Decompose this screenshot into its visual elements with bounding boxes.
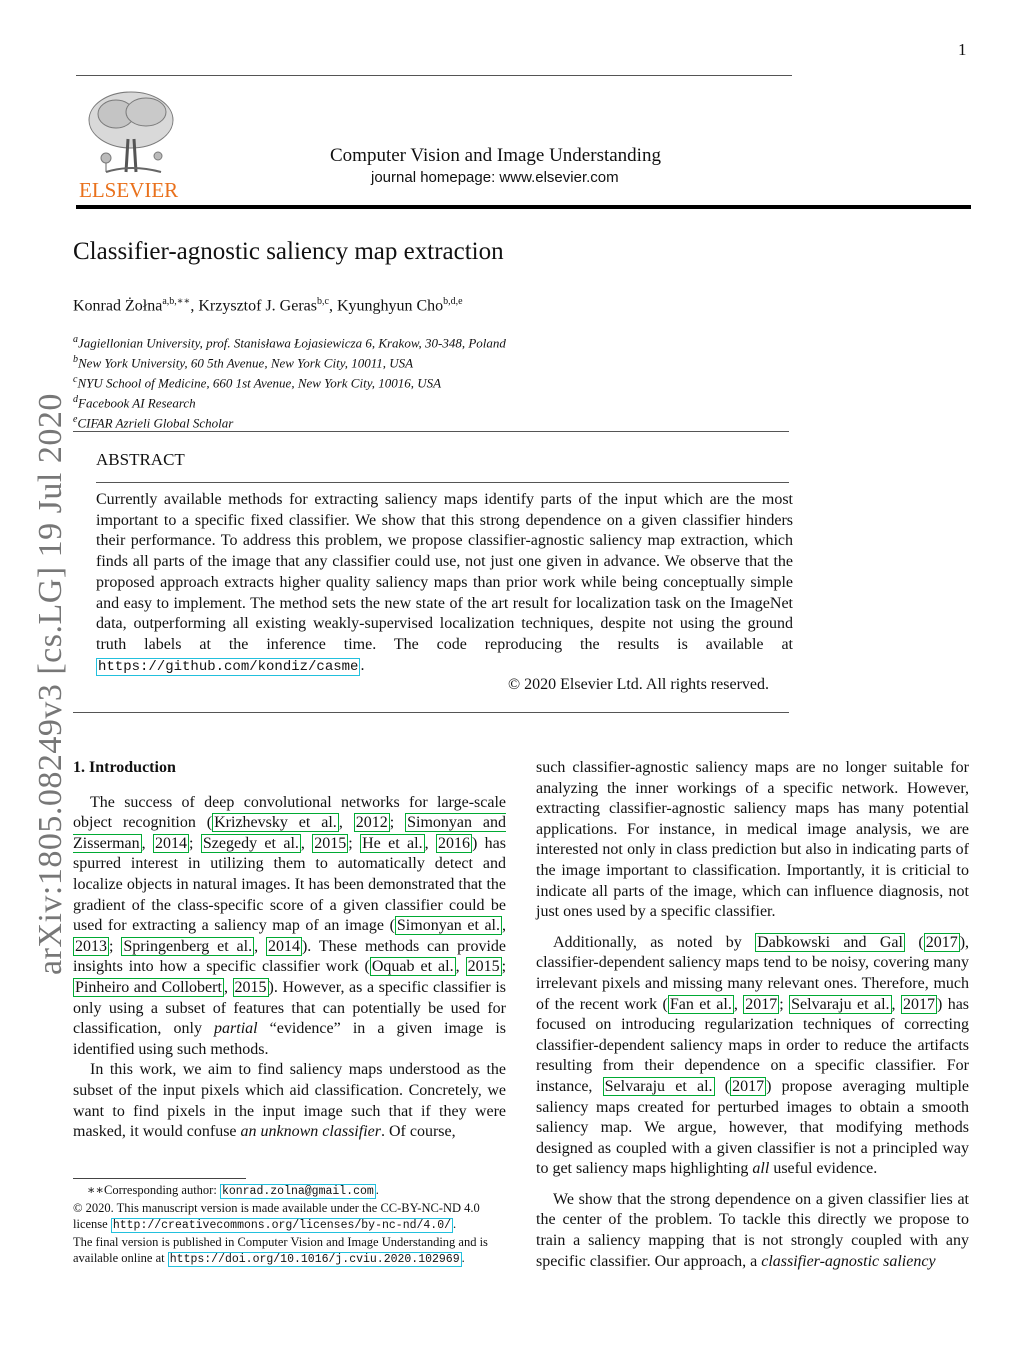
affiliation-text: New York University, 60 5th Avenue, New York City, 10011, USA bbox=[78, 355, 414, 371]
header-bottom-rule bbox=[76, 205, 971, 209]
citation-link[interactable]: 2015 bbox=[314, 834, 347, 852]
intro-paragraph-2 bbox=[73, 1060, 506, 1142]
intro-paragraph-4 bbox=[536, 933, 969, 1180]
citation-link[interactable]: Krizhevsky et al. bbox=[214, 814, 337, 832]
author-affiliation-mark: a,b,∗∗ bbox=[162, 296, 191, 307]
body-text: ( bbox=[714, 1077, 731, 1095]
citation-link[interactable]: Fan et al. bbox=[669, 995, 732, 1013]
body-text: ) has focused on introducing regularization techniques of correcting classifier-dependent saliency maps in order to reduce the artifacts resulting from their dependence on a specific classifier. For instance, bbox=[536, 995, 970, 1095]
citation-link[interactable]: 2014 bbox=[155, 834, 188, 852]
body-text: , bbox=[424, 834, 436, 852]
citation-link[interactable]: Pinheiro and Collobert bbox=[75, 978, 222, 996]
affiliation-mark: a bbox=[73, 334, 78, 345]
body-text: ) propose averaging multiple saliency maps created for perturbed images to obtain a smooth saliency map. We argue, however, that modifying methods designed as coupled with a given classifier is not a principled way to get saliency maps highlighting bbox=[536, 1077, 970, 1178]
license-link[interactable]: http://creativecommons.org/licenses/by-nc-nd/4.0/ bbox=[112, 1219, 451, 1232]
citation-link[interactable]: 2017 bbox=[732, 1077, 765, 1095]
header-top-rule bbox=[76, 75, 792, 76]
body-text: , bbox=[455, 958, 466, 976]
body-text: , bbox=[300, 834, 313, 852]
body-text: ( bbox=[904, 933, 924, 951]
citation-link[interactable]: Simonyan and Zisserman bbox=[73, 814, 506, 852]
author-affiliation-mark: b,c bbox=[316, 296, 329, 307]
body-text: ; bbox=[389, 814, 406, 832]
citation-link[interactable]: 2015 bbox=[467, 958, 500, 976]
body-text: ; bbox=[501, 958, 507, 976]
author-name: Krzysztof J. Geras bbox=[198, 297, 317, 315]
elsevier-tree-icon bbox=[76, 84, 186, 202]
code-repo-link[interactable]: https://github.com/kondiz/casme bbox=[98, 658, 359, 675]
journal-homepage: journal homepage: www.elsevier.com bbox=[371, 169, 619, 186]
body-text: ) has spurred interest in utilizing them to automatically detect and localize objects in natural images. It has been demonstrated that the gradient of the class-specific score of a given classifier could be used for extracting a saliency map of an image ( bbox=[73, 834, 507, 935]
body-text: Additionally, as noted by bbox=[553, 933, 756, 951]
emphasis-text: partial bbox=[214, 1020, 258, 1038]
footnote-license bbox=[73, 1200, 508, 1234]
citation-link[interactable]: 2014 bbox=[267, 937, 300, 955]
body-text: , bbox=[141, 834, 154, 852]
affiliation-line bbox=[73, 352, 506, 372]
page-number: 1 bbox=[958, 40, 967, 59]
abstract-bottom-rule bbox=[73, 712, 789, 713]
citation-link[interactable]: Dabkowski and Gal bbox=[757, 933, 903, 951]
abstract-heading: ABSTRACT bbox=[96, 450, 185, 469]
citation-link[interactable]: 2016 bbox=[437, 834, 470, 852]
right-column bbox=[536, 758, 969, 1272]
doi-period: . bbox=[461, 1251, 465, 1265]
author-list bbox=[73, 296, 463, 315]
citation-link[interactable]: 2015 bbox=[234, 978, 267, 996]
affiliation-text: NYU School of Medicine, 660 1st Avenue, New York City, 10016, USA bbox=[77, 375, 442, 391]
citation-link[interactable]: Springenberg et al. bbox=[123, 937, 253, 955]
affiliation-mark: b bbox=[73, 353, 78, 365]
left-column bbox=[73, 758, 506, 1143]
abstract-period: . bbox=[360, 656, 365, 674]
citation-link[interactable]: Selvaraju et al. bbox=[791, 995, 890, 1013]
body-text: ). These methods can provide insights into how a specific classifier work ( bbox=[73, 937, 506, 976]
doi-link[interactable]: https://doi.org/10.1016/j.cviu.2020.102969 bbox=[169, 1253, 460, 1266]
doi-text: The final version is published in Computer Vision and Image Understanding and is available online at bbox=[73, 1235, 488, 1265]
citation-link[interactable]: Oquab et al. bbox=[371, 958, 454, 976]
body-text: ; bbox=[109, 937, 122, 955]
affiliation-line bbox=[73, 332, 506, 352]
citation-link[interactable]: 2017 bbox=[902, 995, 935, 1013]
abstract-top-rule bbox=[73, 431, 789, 432]
body-text: In this work, we aim to find saliency maps understood as the subset of the input pixels which aid classification. Concretely, we want to find pixels in the input image such that if they were masked, it would confuse bbox=[73, 1061, 506, 1141]
body-text: “evidence” in a given image is identified using such methods. bbox=[73, 1020, 506, 1058]
body-text: , bbox=[254, 937, 266, 955]
body-text: ; bbox=[779, 995, 790, 1013]
body-text: ; bbox=[189, 834, 201, 852]
copyright-notice: © 2020 Elsevier Ltd. All rights reserved. bbox=[508, 676, 769, 693]
affiliation-line bbox=[73, 372, 506, 392]
arxiv-side-stamp: arXiv:1805.08249v3 [cs.LG] 19 Jul 2020 bbox=[32, 393, 69, 975]
affiliation-text: Facebook AI Research bbox=[78, 395, 196, 411]
elsevier-logo bbox=[76, 84, 186, 202]
body-text: such classifier-agnostic saliency maps are no longer suitable for analyzing the inner workings of a specific network. However, extracting classifier-agnostic saliency maps has many potential applications. For instance, in medical image analysis, we are interested not only in class prediction but also in indicating parts of the image important to classification. Importantly, it is criticial to indicate all parts of the image, which can influence diagnosis, not just ones used by a specific classifier. bbox=[536, 759, 969, 921]
abstract-body: Currently available methods for extracting saliency maps identify parts of the input which are the most important to a specific fixed classifier. We show that this strong dependence on a given classifier hinders their performance. To address this problem, we propose classifier-agnostic saliency map extraction, which finds all parts of the image that any classifier could use, not just one given in advance. We observe that the proposed approach extracts higher quality saliency maps than prior work while being conceptually simple and easy to implement. The method sets the new state of the art result for localization task on the ImageNet data, outperforming all existing weakly-supervised localization techniques, despite not using the ground truth labels at the inference time. The code reproducing the results is available at bbox=[96, 491, 793, 653]
logo-wordmark: ELSEVIER bbox=[79, 178, 179, 202]
affiliation-mark: c bbox=[73, 373, 78, 385]
body-text: , bbox=[891, 995, 901, 1013]
intro-paragraph-3 bbox=[536, 758, 969, 923]
license-text: © 2020. This manuscript version is made available under the CC-BY-NC-ND 4.0 license bbox=[73, 1201, 480, 1231]
footnote bbox=[73, 1182, 508, 1268]
citation-link[interactable]: Selvaraju et al. bbox=[604, 1077, 713, 1095]
author-name: Konrad Żołna bbox=[73, 297, 163, 315]
journal-title: Computer Vision and Image Understanding bbox=[330, 145, 661, 166]
body-text: , bbox=[338, 814, 354, 832]
body-text: , bbox=[502, 917, 507, 935]
body-text: ; bbox=[348, 834, 361, 852]
body-text: The success of deep convolutional networks for large-scale object recognition ( bbox=[73, 793, 506, 832]
corr-label: ∗∗Corresponding author: bbox=[87, 1183, 220, 1197]
affiliation-mark: e bbox=[73, 413, 78, 425]
intro-paragraph-5 bbox=[536, 1190, 969, 1272]
email-period: . bbox=[375, 1183, 379, 1197]
body-text: , bbox=[733, 995, 744, 1013]
affiliation-mark: d bbox=[73, 393, 78, 405]
body-text: , bbox=[223, 978, 233, 996]
author-email-link[interactable]: konrad.zolna@gmail.com bbox=[221, 1185, 374, 1198]
affiliations bbox=[73, 332, 506, 432]
affiliation-text: Jagiellonian University, prof. Stanisława Łojasiewicza 6, Krakow, 30-348, Poland bbox=[78, 335, 506, 351]
abstract-text bbox=[96, 490, 793, 677]
author-separator: , bbox=[328, 297, 337, 315]
body-text: useful evidence. bbox=[769, 1160, 878, 1178]
emphasis-text: all bbox=[752, 1160, 770, 1178]
abstract-heading-rule bbox=[96, 482, 789, 483]
body-text: ), classifier-dependent saliency maps tend to be noisy, covering many irrelevant pixels and missing many relevant ones. Therefore, much of the recent work ( bbox=[536, 933, 970, 1013]
citation-link[interactable]: Szegedy et al. bbox=[202, 834, 299, 852]
citation-link[interactable]: 2017 bbox=[745, 995, 778, 1013]
paper-title: Classifier-agnostic saliency map extraction bbox=[73, 238, 504, 265]
emphasis-text: classifier-agnostic saliency bbox=[761, 1252, 936, 1270]
citation-link[interactable]: Simonyan et al. bbox=[396, 917, 501, 935]
affiliation-text: CIFAR Azrieli Global Scholar bbox=[77, 415, 234, 431]
affiliation-line bbox=[73, 392, 506, 412]
footnote-corresponding bbox=[73, 1182, 508, 1200]
author-affiliation-mark: b,d,e bbox=[443, 296, 463, 307]
body-text: We show that the strong dependence on a given classifier lies at the center of the problem. To tackle this directly we propose to train a saliency mapping that is not strongly coupled with any specific classifier. Our approach, a bbox=[536, 1190, 969, 1270]
footnote-doi bbox=[73, 1234, 508, 1268]
citation-link[interactable]: 2012 bbox=[355, 814, 388, 832]
affiliation-line bbox=[73, 412, 506, 432]
body-text: . Of course, bbox=[380, 1123, 456, 1141]
emphasis-text: an unknown classifier bbox=[240, 1123, 381, 1141]
citation-link[interactable]: He et al. bbox=[362, 834, 423, 852]
footnote-rule bbox=[73, 1178, 246, 1179]
intro-paragraph-1 bbox=[73, 793, 506, 1061]
author-name: Kyunghyun Cho bbox=[336, 297, 444, 315]
citation-link[interactable]: 2013 bbox=[75, 937, 107, 955]
citation-link[interactable]: 2017 bbox=[925, 933, 958, 951]
author-separator: , bbox=[190, 297, 199, 315]
section-heading: 1. Introduction bbox=[73, 759, 176, 776]
license-period: . bbox=[453, 1217, 457, 1231]
body-text: ). However, as a specific classifier is only using a subset of features that can potentially be used for classification, only bbox=[73, 978, 506, 1038]
